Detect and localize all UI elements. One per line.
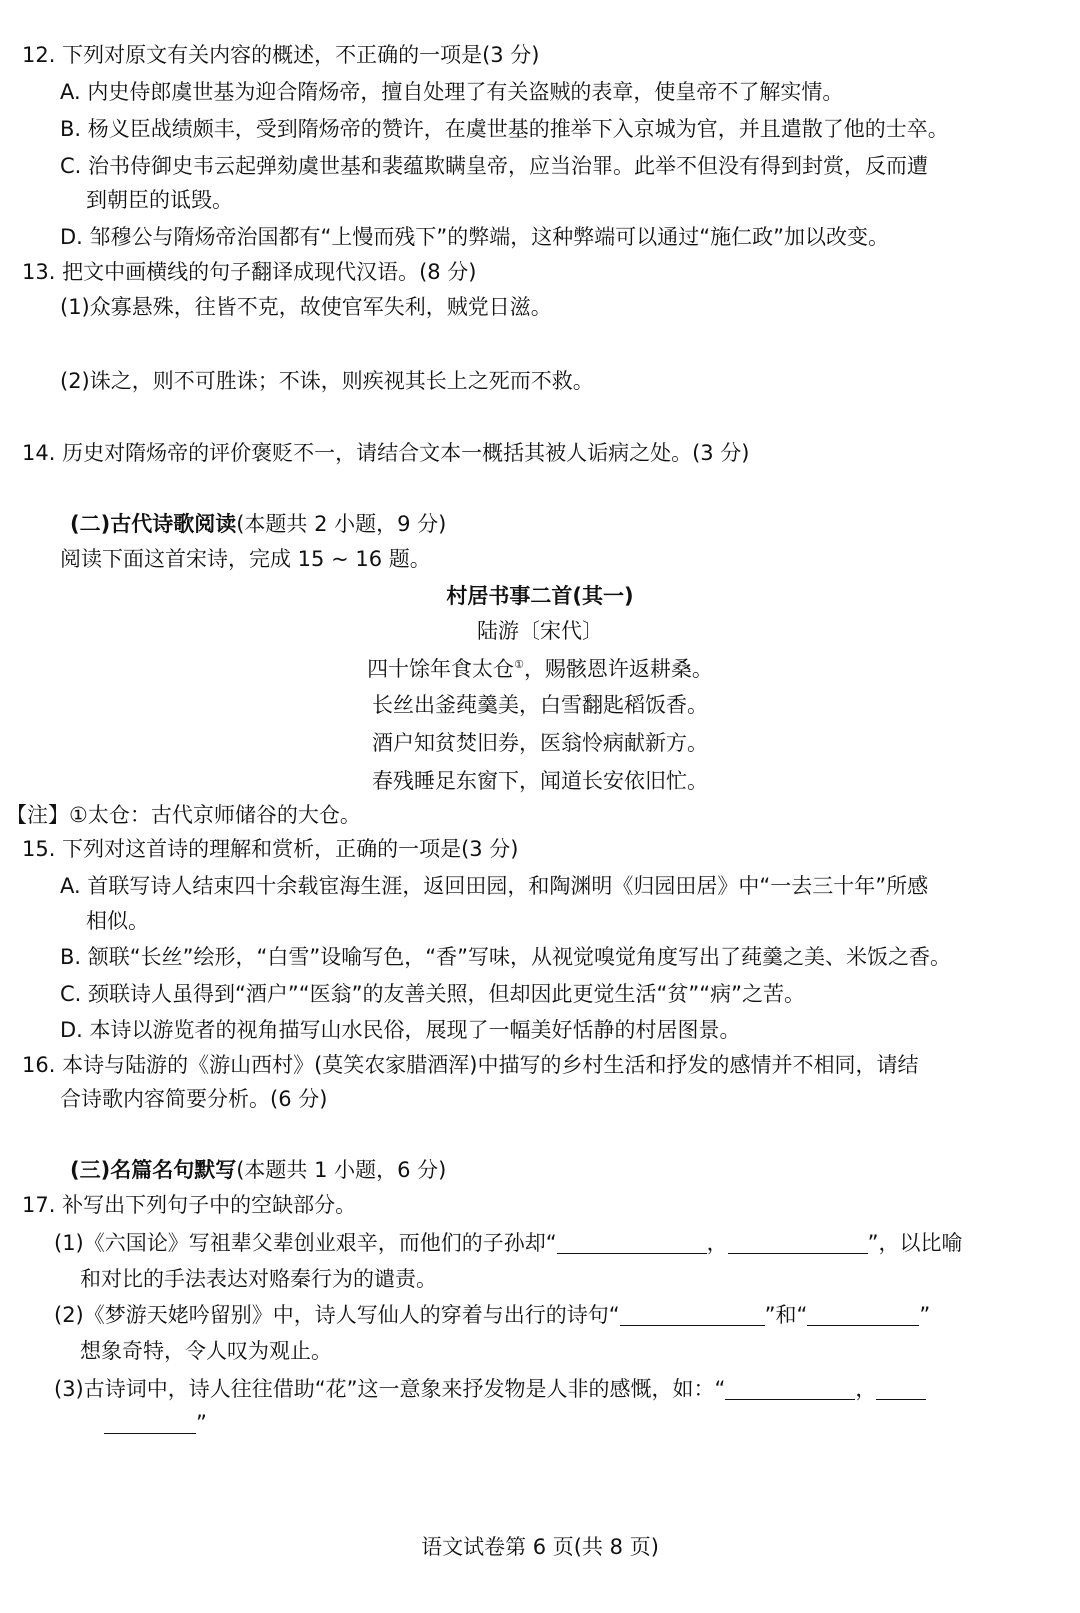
- section-2-heading: [70, 509, 446, 539]
- answer-blank[interactable]: [104, 1411, 196, 1434]
- section-3-note: (本题共 1 小题，6 分): [236, 1158, 447, 1182]
- question-15-option-d: D. 本诗以游览者的视角描写山水民俗，展现了一幅美好恬静的村居图景。: [60, 1018, 741, 1042]
- poem-line-1: [0, 650, 1080, 684]
- part-3-close-quote: ”: [196, 1411, 207, 1435]
- question-17-stem: 17. 补写出下列句子中的空缺部分。: [22, 1193, 357, 1217]
- part-3-prompt: (3)古诗词中，诗人往往借助“花”这一意象来抒发物是人非的感慨，如：“: [54, 1377, 726, 1401]
- answer-blank[interactable]: [728, 1231, 868, 1254]
- answer-blank[interactable]: [725, 1377, 855, 1400]
- question-17-part-2: [54, 1300, 930, 1330]
- page-footer: 语文试卷第 6 页(共 8 页): [421, 1535, 659, 1559]
- question-15-option-b: B. 颔联“长丝”绘形，“白雪”设喻写色，“香”写味，从视觉嗅觉角度写出了莼羹之美、米饭之香。: [60, 945, 952, 969]
- section-3-title: 名篇名句默写: [110, 1158, 237, 1182]
- section-2-title: 古代诗歌阅读: [110, 512, 237, 536]
- question-17-part-1: [54, 1228, 963, 1258]
- poem-line-4: 春残睡足东窗下，闻道长安依旧忙。: [372, 769, 708, 793]
- question-12-stem: 12. 下列对原文有关内容的概述，不正确的一项是(3 分): [22, 43, 540, 67]
- answer-blank[interactable]: [620, 1303, 765, 1326]
- part-1-suffix: ”，以比喻: [867, 1231, 963, 1255]
- part-3-comma: ，: [855, 1377, 877, 1401]
- question-15-option-a-cont: 相似。: [86, 909, 149, 933]
- section-3-number: (三): [70, 1158, 111, 1182]
- question-15-option-c: C. 颈联诗人虽得到“酒户”“医翁”的友善关照，但却因此更觉生活“贫”“病”之苦。: [60, 982, 806, 1006]
- poem-line-3: 酒户知贫焚旧券，医翁怜病献新方。: [372, 731, 708, 755]
- question-14-stem: 14. 历史对隋炀帝的评价褒贬不一，请结合文本一概括其被人诟病之处。(3 分): [22, 441, 750, 465]
- answer-blank[interactable]: [807, 1303, 919, 1326]
- question-17-part-3-cont: [104, 1408, 207, 1438]
- footnote-marker: ①: [514, 658, 524, 671]
- part-2-close-quote: ”: [919, 1303, 931, 1327]
- section-2-note: (本题共 2 小题，9 分): [236, 512, 447, 536]
- section-2-intro: 阅读下面这首宋诗，完成 15 ~ 16 题。: [60, 547, 431, 571]
- question-13-sentence-2: (2)诛之，则不可胜诛；不诛，则疾视其长上之死而不救。: [60, 369, 594, 393]
- poem-line-1-head: 四十馀年食太仓: [367, 657, 515, 681]
- question-17-part-3: [54, 1374, 926, 1404]
- answer-blank[interactable]: [557, 1231, 707, 1254]
- poem-line-2: 长丝出釜莼羹美，白雪翻匙稻饭香。: [372, 693, 708, 717]
- question-12-option-c-cont: 到朝臣的诋毁。: [86, 188, 233, 212]
- part-2-prompt: (2)《梦游天姥吟留别》中，诗人写仙人的穿着与出行的诗句“: [54, 1303, 620, 1327]
- part-1-comma: ，: [706, 1231, 728, 1255]
- question-15-option-a: A. 首联写诗人结束四十余载宦海生涯，返回田园，和陶渊明《归园田居》中“一去三十年”所感: [60, 874, 929, 898]
- question-13-stem: 13. 把文中画横线的句子翻译成现代汉语。(8 分): [22, 260, 477, 284]
- question-13-sentence-1: (1)众寡悬殊，往皆不克，故使官军失利，贼党日滋。: [60, 295, 552, 319]
- question-12-option-d: D. 邹穆公与隋炀帝治国都有“上慢而残下”的弊端，这种弊端可以通过“施仁政”加以改变。: [60, 225, 890, 249]
- poem-line-1-tail: ，赐骸恩许返耕桑。: [523, 657, 713, 681]
- question-12-option-b: B. 杨义臣战绩颇丰，受到隋炀帝的赞许，在虞世基的推举下入京城为官，并且遣散了他的士卒。: [60, 117, 949, 141]
- question-16-stem-cont: 合诗歌内容简要分析。(6 分): [60, 1087, 328, 1111]
- part-2-and: ”和“: [764, 1303, 808, 1327]
- question-12-option-a: A. 内史侍郎虞世基为迎合隋炀帝，擅自处理了有关盗贼的表章，使皇帝不了解实情。: [60, 80, 844, 104]
- answer-blank[interactable]: [876, 1377, 926, 1400]
- question-17-part-1-cont: 和对比的手法表达对赂秦行为的谴责。: [80, 1267, 437, 1291]
- section-3-heading: [70, 1155, 446, 1185]
- question-12-option-c: C. 治书侍御史韦云起弹劾虞世基和裴蕴欺瞒皇帝，应当治罪。此举不但没有得到封赏，反而遭: [60, 154, 929, 178]
- part-1-prompt: (1)《六国论》写祖辈父辈创业艰辛，而他们的子孙却“: [54, 1231, 557, 1255]
- poem-annotation: 【注】①太仓：古代京师储谷的大仓。: [6, 803, 361, 827]
- poem-author: 陆游〔宋代〕: [477, 619, 603, 643]
- question-17-part-2-cont: 想象奇特，令人叹为观止。: [80, 1339, 332, 1363]
- poem-title: 村居书事二首(其一): [446, 584, 634, 608]
- section-2-number: (二): [70, 512, 111, 536]
- question-16-stem: 16. 本诗与陆游的《游山西村》(莫笑农家腊酒浑)中描写的乡村生活和抒发的感情并不相同，请结: [22, 1053, 919, 1077]
- question-15-stem: 15. 下列对这首诗的理解和赏析，正确的一项是(3 分): [22, 837, 519, 861]
